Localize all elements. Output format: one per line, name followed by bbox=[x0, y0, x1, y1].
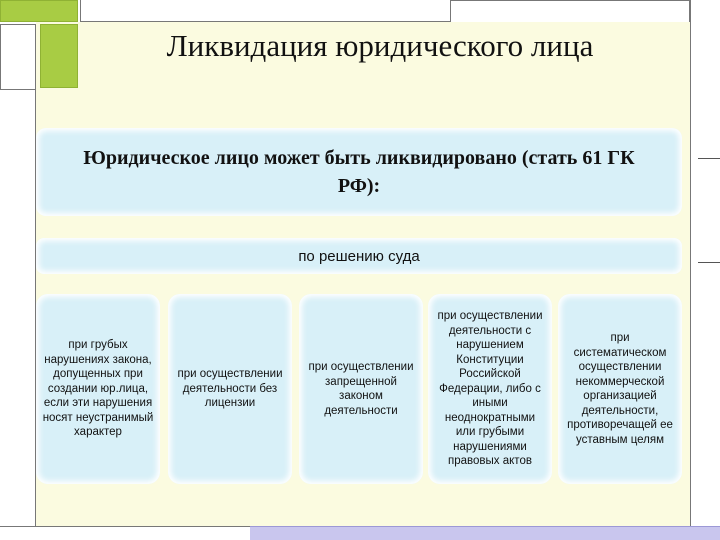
decorative-green-square bbox=[0, 0, 78, 22]
decorative-frame-top-left bbox=[0, 24, 36, 90]
case-box-prohibited-activity bbox=[299, 294, 423, 484]
decorative-green-square bbox=[40, 24, 78, 88]
case-text: при осуществлении деятельности без лицензии bbox=[177, 368, 283, 410]
case-box-nonprofit-contrary bbox=[558, 294, 682, 484]
decorative-frame-right bbox=[690, 0, 720, 540]
slide-title: Ликвидация юридического лица bbox=[166, 28, 594, 63]
case-text: при систематическом осуществлении некоммерческой организацией деятельности, противоречащей ее уставным целям bbox=[567, 332, 673, 446]
case-text: при грубых нарушениях закона, допущенных при создании юр.лица, если эти нарушения носят неустранимый характер bbox=[42, 339, 154, 439]
case-box-constitution-violation bbox=[428, 294, 552, 484]
case-text: при осуществлении запрещенной законом деятельности bbox=[308, 361, 414, 417]
decorative-bottom-frame bbox=[0, 526, 250, 540]
decorative-line bbox=[698, 158, 720, 159]
case-box-gross-violations bbox=[36, 294, 160, 484]
case-text: при осуществлении деятельности с нарушением Конституции Российской Федерации, либо с иными неоднократными или грубыми нарушениями правовых актов bbox=[437, 310, 543, 468]
court-decision-text: по решению суда bbox=[298, 247, 420, 265]
main-statement-text: Юридическое лицо может быть ликвидировано (стать 61 ГК РФ): bbox=[83, 147, 635, 197]
decorative-line bbox=[698, 262, 720, 263]
decorative-bottom-strip bbox=[250, 526, 720, 540]
court-decision-box bbox=[36, 238, 682, 274]
decorative-frame-left bbox=[0, 90, 36, 540]
case-box-no-license bbox=[168, 294, 292, 484]
main-statement-box bbox=[36, 128, 682, 216]
